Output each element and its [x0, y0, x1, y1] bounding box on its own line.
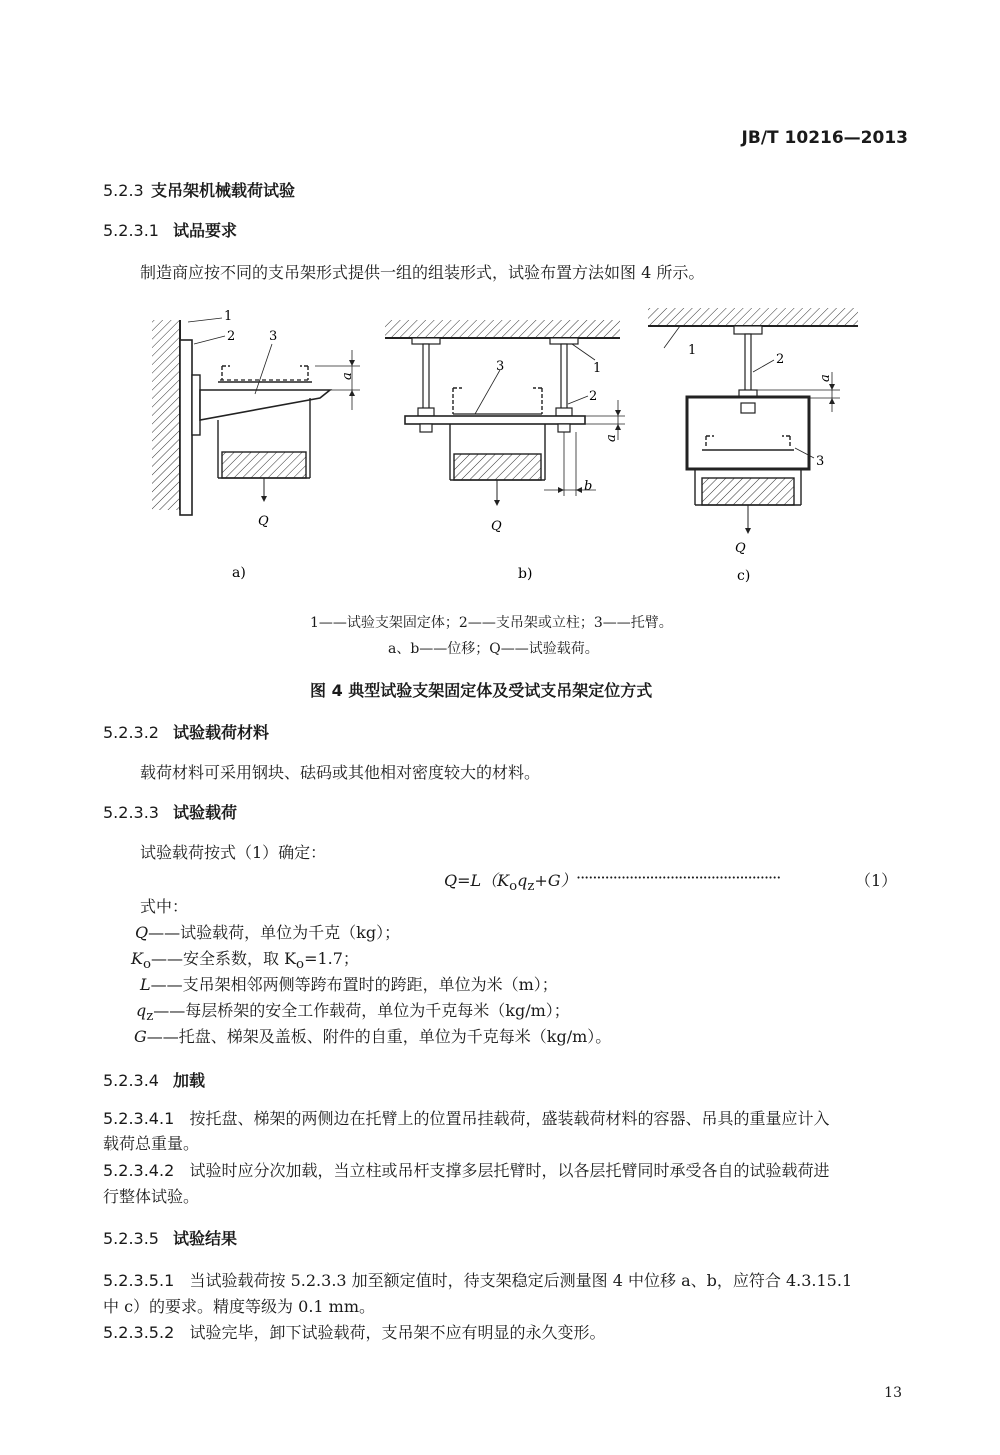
section-number: 5.2.3.1 [103, 221, 159, 240]
load-block [222, 452, 306, 478]
label-b: b [584, 479, 593, 494]
figure-caption: 图 4 典型试验支架固定体及受试支吊架定位方式 [310, 681, 653, 700]
var-symbol: q [136, 1001, 147, 1020]
label-2-b: 2 [589, 389, 598, 404]
var-symbol: K [131, 949, 143, 968]
variable-Ko: $K_o——$安全系数，取 $K_o=1.7$； [131, 949, 359, 973]
variable-L: L——支吊架相邻两侧等跨布置时的跨距，单位为米（m）； [140, 975, 558, 994]
clause-number: 5.2.3.5.1 [103, 1271, 175, 1290]
wall-hatching [152, 320, 180, 510]
section-number: 5.2.3 [103, 181, 144, 200]
clause-number: 5.2.3.4.1 [103, 1109, 175, 1128]
label-1-b: 1 [593, 361, 602, 376]
clause-number: 5.2.3.5.2 [103, 1323, 175, 1342]
var-description: 安全系数，取 K [182, 949, 297, 968]
label-3-c: 3 [816, 454, 825, 469]
var-symbol: Q [135, 923, 149, 942]
variable-G: G——托盘、梯架及盖板、附件的自重，单位为千克每米（kg/m）。 [134, 1027, 612, 1046]
var-description: 托盘、梯架及盖板、附件的自重，单位为千克每米（kg/m）。 [178, 1027, 612, 1046]
var-description: 支吊架相邻两侧等跨布置时的跨距，单位为米（m）； [182, 975, 558, 994]
label-a: a [340, 372, 355, 380]
section-title: 支吊架机械载荷试验 [151, 181, 296, 200]
load-block-c [702, 478, 794, 505]
section-title: 加载 [173, 1071, 206, 1090]
section-heading-5-2-3-3 [103, 800, 237, 823]
figure-4-diagram [140, 300, 870, 600]
formula-1 [444, 868, 577, 894]
document-id: JB/T 10216—2013 [741, 128, 908, 148]
section-number: 5.2.3.3 [103, 803, 159, 822]
clause-5-2-3-5-2: 5.2.3.5.2 试验完毕，卸下试验载荷，支吊架不应有明显的永久变形。 [103, 1323, 606, 1342]
variable-qz: $q_z——$每层桥架的安全工作载荷，单位为千克每米（kg/m）； [136, 1001, 570, 1025]
figure-legend-line-1: 1——试验支架固定体；2——支吊架或立柱；3——托臂。 [310, 615, 673, 631]
label-a-c: a [818, 374, 833, 382]
var-symbol: G [134, 1027, 147, 1046]
section-heading-5-2-3-5 [103, 1226, 237, 1249]
load-block-b [454, 454, 541, 480]
label-Q-c: Q [735, 541, 746, 556]
hanger-rod-c [745, 334, 751, 394]
var-description: 试验载荷，单位为千克（kg）； [180, 923, 401, 942]
formula-rest: +G） [534, 871, 577, 890]
clause-5-2-3-4-1-cont: 载荷总重量。 [103, 1134, 200, 1153]
formula-number: （1） [855, 871, 898, 890]
label-1: 1 [224, 309, 233, 324]
clause-5-2-3-5-1-cont: 中 c）的要求。精度等级为 0.1 mm。 [103, 1297, 376, 1316]
clause-number: 5.2.3.4.2 [103, 1161, 175, 1180]
ceiling-hatching [385, 320, 620, 338]
label-Q: Q [258, 514, 269, 529]
hanger-rod-right [561, 344, 567, 414]
section-heading-5-2-3-2 [103, 720, 269, 743]
paragraph-load-material: 载荷材料可采用钢块、砝码或其他相对密度较大的材料。 [140, 763, 541, 782]
sub-label-c: c) [737, 568, 751, 584]
sub-label-a: a) [232, 565, 246, 581]
paragraph-specimen: 制造商应按不同的支吊架形式提供一组的组装形式，试验布置方法如图 4 所示。 [140, 263, 705, 282]
hanger-rod-left [423, 344, 429, 414]
formula-lhs: Q=L（K [444, 871, 510, 890]
clause-5-2-3-5-1: 5.2.3.5.1 当试验载荷按 5.2.3.3 加至额定值时，待支架稳定后测量图 4 中位移 a、b，应符合 4.3.15.1 [103, 1271, 853, 1290]
diagram-c [648, 308, 858, 584]
label-a-b: a [604, 434, 619, 442]
formula-sub-o: o [509, 879, 518, 895]
label-1-c: 1 [688, 343, 697, 358]
sub-label-b: b) [518, 566, 533, 582]
section-title: 试品要求 [173, 221, 238, 240]
section-number: 5.2.3.2 [103, 723, 159, 742]
bracket-arm-b [405, 416, 585, 424]
label-Q-b: Q [491, 519, 502, 534]
figure-legend-line-2: a、b——位移；Q——试验载荷。 [388, 641, 599, 657]
where-label: 式中： [140, 897, 189, 916]
label-2: 2 [227, 329, 236, 344]
fixed-plate [180, 340, 192, 515]
label-3-b: 3 [496, 359, 505, 374]
formula-sub-z: z [527, 879, 535, 895]
clause-5-2-3-4-2: 5.2.3.4.2 试验时应分次加载，当立柱或吊杆支撑多层托臂时，以各层托臂同时承受各自的试验载荷进 [103, 1161, 830, 1180]
formula-q: q [517, 871, 528, 890]
formula-leader-dots: ·················································· [576, 868, 781, 887]
variable-Q: Q——试验载荷，单位为千克（kg）； [135, 923, 401, 942]
clause-5-2-3-4-1: 5.2.3.4.1 按托盘、梯架的两侧边在托臂上的位置吊挂载荷，盛装载荷材料的容器、吊具的重量应计入 [103, 1109, 830, 1128]
section-heading-5-2-3 [103, 178, 295, 201]
section-title: 试验载荷材料 [173, 723, 270, 742]
section-number: 5.2.3.5 [103, 1229, 159, 1248]
section-title: 试验结果 [173, 1229, 238, 1248]
var-symbol: L [140, 975, 151, 994]
label-2-c: 2 [776, 352, 785, 367]
clause-5-2-3-4-2-cont: 行整体试验。 [103, 1187, 200, 1206]
label-3: 3 [269, 329, 278, 344]
paragraph-load-intro: 试验载荷按式（1）确定： [140, 843, 327, 862]
section-number: 5.2.3.4 [103, 1071, 159, 1090]
section-heading-5-2-3-4 [103, 1068, 205, 1091]
diagram-a [152, 309, 360, 581]
ceiling-hatching-c [648, 308, 858, 326]
var-description: 每层桥架的安全工作载荷，单位为千克每米（kg/m）； [185, 1001, 570, 1020]
diagram-b [385, 320, 625, 582]
page-number: 13 [884, 1385, 902, 1401]
section-title: 试验载荷 [173, 803, 238, 822]
section-heading-5-2-3-1 [103, 218, 237, 241]
